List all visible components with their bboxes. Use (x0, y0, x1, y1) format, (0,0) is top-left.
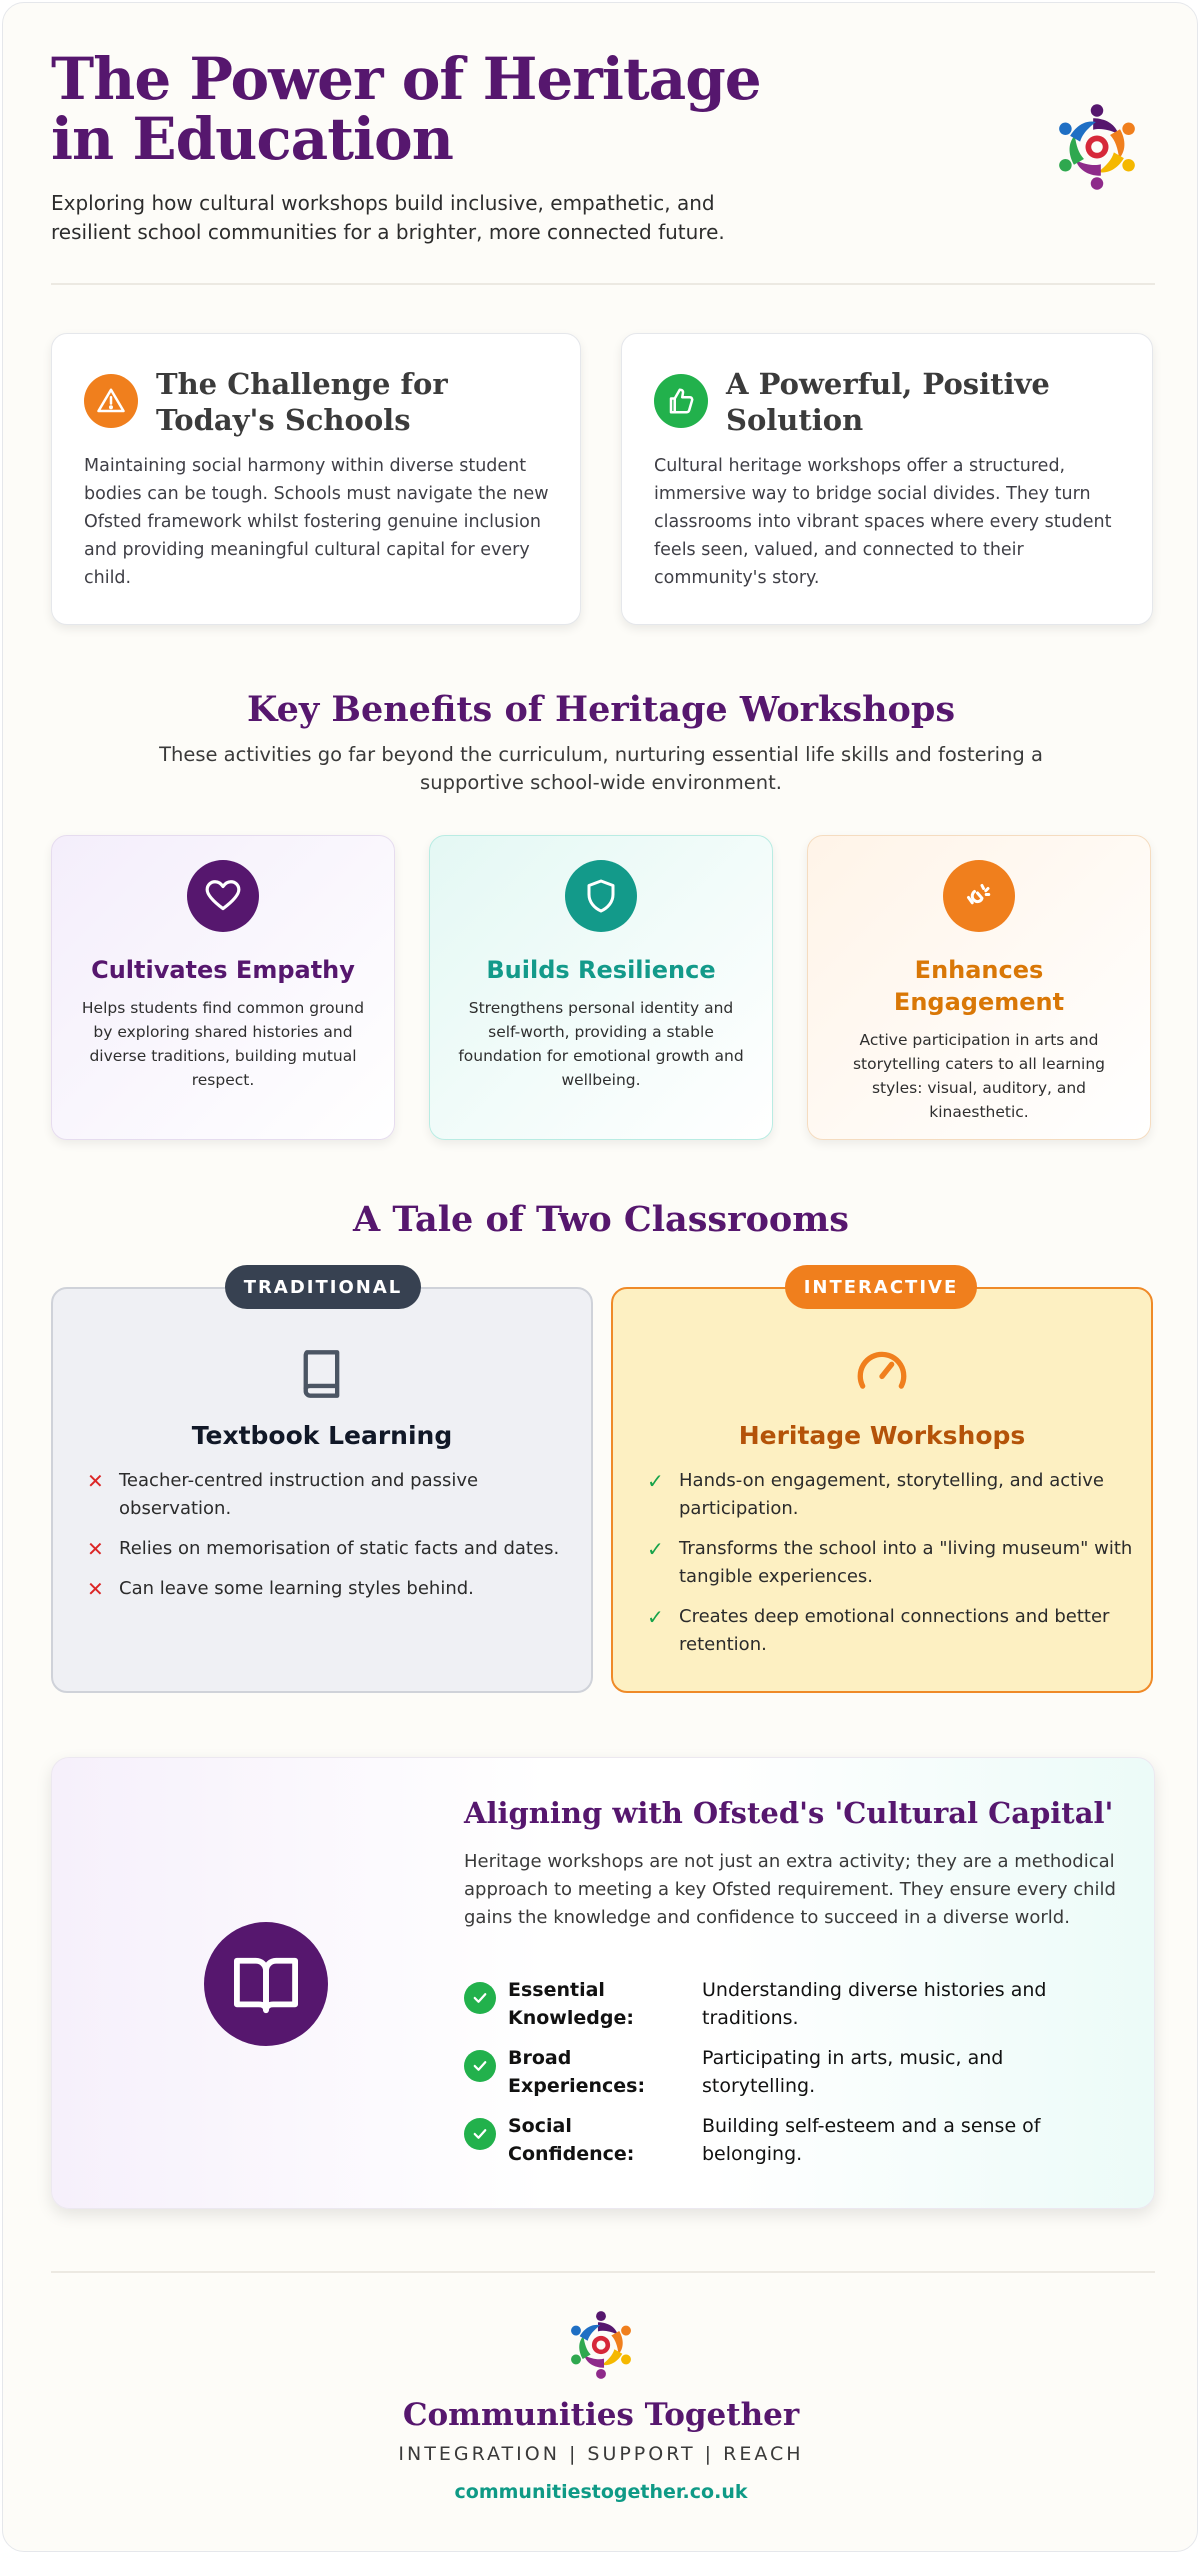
warning-icon (84, 374, 138, 428)
ofsted-item-desc: Building self-esteem and a sense of belonging. (702, 2115, 1041, 2165)
ofsted-item-label: Social Confidence: (508, 2115, 635, 2165)
traditional-badge: TRADITIONAL (225, 1265, 421, 1309)
book-icon (296, 1345, 348, 1403)
benefits-subtitle: These activities go far beyond the curriculum, nurturing essential life skills and fostering a supportive school-wide environment. (159, 743, 1043, 794)
ofsted-item (464, 2044, 1124, 2100)
list-item: ✕ Can leave some learning styles behind. (83, 1575, 573, 1603)
ofsted-item-label: Essential Knowledge: (508, 1979, 634, 2029)
benefit-card-empathy (51, 835, 395, 1140)
hand-clap-icon (943, 860, 1015, 932)
ofsted-item-desc: Participating in arts, music, and storytelling. (702, 2047, 1004, 2097)
infographic-page (2, 2, 1198, 2552)
list-item: ✓ Creates deep emotional connections and better retention. (643, 1603, 1133, 1659)
footer-org-name: Communities Together (402, 2397, 800, 2433)
solution-text: Cultural heritage workshops offer a structured, immersive way to bridge social divides. They turn classrooms into vibrant spaces where every student feels seen, valued, and connected to their community's story. (654, 456, 1112, 588)
challenge-title: The Challenge for Today's Schools (156, 367, 448, 437)
ofsted-item-label: Broad Experiences: (508, 2047, 646, 2097)
interactive-panel (611, 1287, 1153, 1693)
list-item: ✓ Hands-on engagement, storytelling, and active participation. (643, 1467, 1133, 1523)
ofsted-text: Heritage workshops are not just an extra activity; they are a methodical approach to meeting a key Ofsted requirement. They ensure every child gains the knowledge and confidence to succeed in a diverse world. (464, 1851, 1116, 1928)
page-title: The Power of Heritage in Education (51, 45, 761, 173)
heart-icon (187, 860, 259, 932)
cross-icon: ✕ (87, 1537, 104, 1561)
solution-title: A Powerful, Positive Solution (726, 367, 1050, 437)
communities-together-logo (563, 2307, 639, 2383)
comparison-title: A Tale of Two Classrooms (352, 1199, 849, 1240)
footer-tagline: INTEGRATION | SUPPORT | REACH (398, 2443, 804, 2465)
check-circle-icon (464, 2118, 496, 2150)
traditional-title: Textbook Learning (191, 1421, 453, 1450)
check-circle-icon (464, 2050, 496, 2082)
open-book-icon (204, 1922, 328, 2046)
gauge-icon (853, 1345, 911, 1403)
page-subtitle: Exploring how cultural workshops build inclusive, empathetic, and resilient school communities for a brighter, more connected future. (51, 191, 725, 244)
benefit-title: Enhances Engagement (893, 956, 1065, 1016)
ofsted-title: Aligning with Ofsted's 'Cultural Capital' (464, 1796, 1114, 1830)
benefit-title: Cultivates Empathy (91, 956, 355, 984)
footer-divider (51, 2271, 1155, 2273)
check-icon: ✓ (647, 1605, 664, 1629)
communities-together-logo (1049, 99, 1145, 195)
challenge-text: Maintaining social harmony within diverse student bodies can be tough. Schools must navigate the new Ofsted framework whilst fostering genuine inclusion and providing meaningful cultural capital for every child. (84, 456, 549, 588)
benefit-text: Strengthens personal identity and self-worth, providing a stable foundation for emotional growth and wellbeing. (458, 999, 744, 1089)
ofsted-item (464, 2112, 1124, 2168)
benefit-card-resilience (429, 835, 773, 1140)
list-item: ✕ Teacher-centred instruction and passive observation. (83, 1467, 573, 1523)
challenge-card (51, 333, 581, 625)
check-icon: ✓ (647, 1537, 664, 1561)
header (51, 45, 1151, 247)
list-item: ✓ Transforms the school into a "living museum" with tangible experiences. (643, 1535, 1133, 1591)
benefits-title: Key Benefits of Heritage Workshops (246, 689, 956, 730)
ofsted-panel (51, 1757, 1155, 2209)
ofsted-item (464, 1976, 1124, 2032)
solution-card (621, 333, 1153, 625)
cross-icon: ✕ (87, 1469, 104, 1493)
benefit-card-engagement (807, 835, 1151, 1140)
check-icon: ✓ (647, 1469, 664, 1493)
check-circle-icon (464, 1982, 496, 2014)
thumbs-up-icon (654, 374, 708, 428)
shield-icon (565, 860, 637, 932)
header-divider (51, 283, 1155, 285)
traditional-points (83, 1467, 573, 1615)
ofsted-item-desc: Understanding diverse histories and traditions. (702, 1979, 1047, 2029)
interactive-badge: INTERACTIVE (785, 1265, 977, 1309)
benefit-text: Active participation in arts and storytelling caters to all learning styles: visual, auditory, and kinaesthetic. (852, 1031, 1106, 1121)
traditional-panel (51, 1287, 593, 1693)
cross-icon: ✕ (87, 1577, 104, 1601)
benefit-text: Helps students find common ground by exploring shared histories and diverse traditions, building mutual respect. (81, 999, 365, 1089)
footer-website-link[interactable]: communitiestogether.co.uk (454, 2481, 748, 2503)
interactive-points (643, 1467, 1133, 1671)
benefit-title: Builds Resilience (486, 956, 716, 984)
list-item: ✕ Relies on memorisation of static facts and dates. (83, 1535, 573, 1563)
interactive-title: Heritage Workshops (738, 1421, 1026, 1450)
